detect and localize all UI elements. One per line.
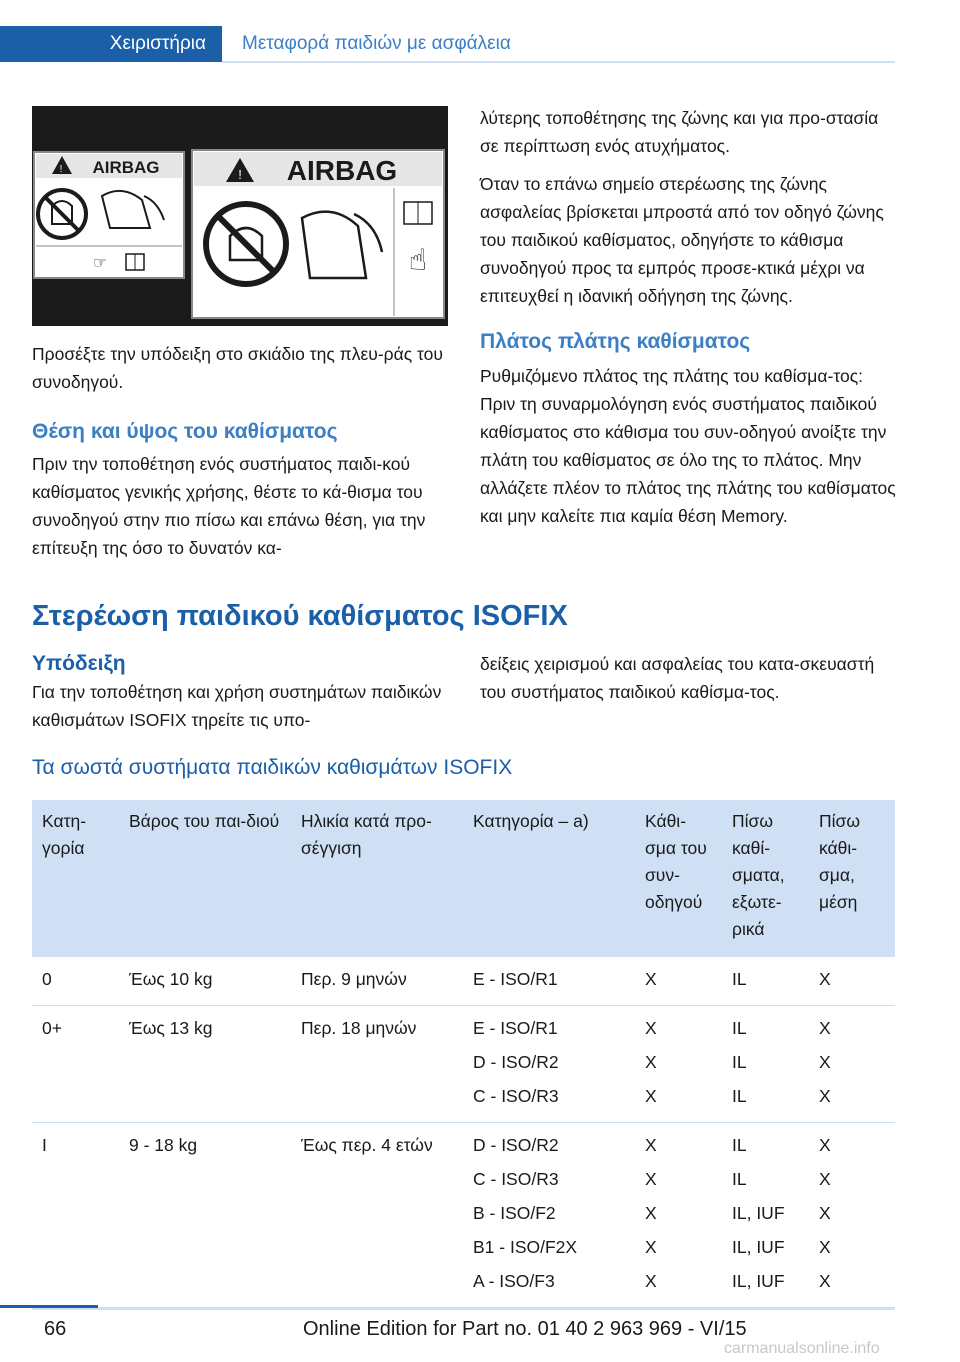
note-text-left: Για την τοποθέτηση και χρήση συστημάτων παιδικών καθισμάτων ISOFIX τηρείτε τις υπο- <box>32 682 442 730</box>
cell-weight: Έως 10 kg <box>119 957 291 1006</box>
header-rule <box>222 61 895 63</box>
cell-age: Περ. 18 μηνών <box>291 1006 463 1123</box>
page-header <box>0 0 960 62</box>
airbag-label-small: AIRBAG <box>92 158 160 177</box>
isofix-table-title: Τα σωστά συστήματα παιδικών καθισμάτων ISOFIX <box>32 756 513 779</box>
cell-passenger: X X X X X <box>635 1123 722 1309</box>
hand-pointer-icon: ☞ <box>92 253 108 272</box>
cell-class: E - ISO/R1 <box>463 957 635 1006</box>
cell-category: 0+ <box>32 1006 119 1123</box>
cell-middle: X X X X X <box>809 1123 895 1309</box>
col-header-rear-middle: Πίσω κάθι-σμα, μέση <box>809 800 895 957</box>
col-header-passenger-seat: Κάθι-σμα του συν-οδηγού <box>635 800 722 957</box>
belt-guide-text: Όταν το επάνω σημείο στερέωσης της ζώνης ασφαλείας βρίσκεται μπροστά από τον οδηγό ζώνης του παιδικού καθίσματος, οδηγήστε το κάθισμα συνοδηγού προς τα εμπρός προσε-κτικά μέχρι να επιτευχθεί η ιδανική οδήγηση της ζώνης. <box>480 174 884 306</box>
backrest-width-text: Ρυθμιζόμενο πλάτος της πλάτης του καθίσμα-τος: Πριν τη συναρμολόγηση ενός συστήματος παιδικού καθίσματος στο κάθισμα του συν-οδηγού ανοίξτε την πλάτη του καθίσματος σε όλο της το πλάτος. Μην αλλάζετε πλέον το πλάτος της πλάτης του καθίσματος και μην καλείτε πια καμία θέση Memory. <box>480 366 896 526</box>
backrest-width-heading: Πλάτος πλάτης καθίσματος <box>480 330 751 353</box>
left-column <box>32 340 452 562</box>
footer-rule <box>0 1305 98 1308</box>
isofix-note-left <box>32 650 452 734</box>
section-tab[interactable]: Χειριστήρια <box>0 26 222 62</box>
airbag-warning-figure <box>32 106 448 326</box>
col-header-rear-outer: Πίσω καθί-σματα, εξωτε-ρικά <box>722 800 809 957</box>
table-row <box>32 957 895 1006</box>
svg-text:!: ! <box>238 167 242 182</box>
cell-passenger: X X X <box>635 1006 722 1123</box>
belt-continued-text: λύτερης τοποθέτησης της ζώνης και για προ-στασία σε περίπτωση ενός ατυχήματος. <box>480 108 879 156</box>
edition-text: Online Edition for Part no. 01 40 2 963 969 - VI/15 <box>303 1318 747 1340</box>
isofix-table <box>32 800 895 1310</box>
cell-category: I <box>32 1123 119 1309</box>
svg-text:!: ! <box>59 164 63 175</box>
right-column <box>480 104 898 530</box>
col-header-age: Ηλικία κατά προ-σέγγιση <box>291 800 463 957</box>
cell-middle: X X X <box>809 1006 895 1123</box>
figure-caption: Προσέξτε την υπόδειξη στο σκιάδιο της πλευ-ράς του συνοδηγού. <box>32 344 443 392</box>
page-number: 66 <box>44 1318 67 1340</box>
cell-outer: IL <box>722 957 809 1006</box>
isofix-note-right <box>480 650 898 706</box>
chapter-tab[interactable]: Μεταφορά παιδιών με ασφάλεια <box>242 33 511 54</box>
isofix-section-title: Στερέωση παιδικού καθίσματος ISOFIX <box>32 600 568 632</box>
cell-class: E - ISO/R1 D - ISO/R2 C - ISO/R3 <box>463 1006 635 1123</box>
cell-weight: 9 - 18 kg <box>119 1123 291 1309</box>
col-header-weight: Βάρος του παι-διού <box>119 800 291 957</box>
cell-age: Έως περ. 4 ετών <box>291 1123 463 1309</box>
cell-outer: IL IL IL <box>722 1006 809 1123</box>
watermark-text: carmanualsonline.info <box>724 1340 880 1357</box>
cell-outer: IL IL IL, IUF IL, IUF IL, IUF <box>722 1123 809 1309</box>
cell-age: Περ. 9 μηνών <box>291 957 463 1006</box>
cell-class: D - ISO/R2 C - ISO/R3 B - ISO/F2 B1 - ISO/F2X A - ISO/F3 <box>463 1123 635 1309</box>
seat-position-heading: Θέση και ύψος του καθίσματος <box>32 420 338 443</box>
table-row <box>32 1006 895 1123</box>
note-heading: Υπόδειξη <box>32 652 126 675</box>
cell-weight: Έως 13 kg <box>119 1006 291 1123</box>
table-row <box>32 1123 895 1309</box>
airbag-label-large: AIRBAG <box>286 155 398 186</box>
cell-passenger: X <box>635 957 722 1006</box>
hand-finger-icon: ☝ <box>408 243 428 278</box>
note-text-right: δείξεις χειρισμού και ασφαλείας του κατα-σκευαστή του συστήματος παιδικού καθίσμα-τος. <box>480 654 875 702</box>
seat-position-text: Πριν την τοποθέτηση ενός συστήματος παιδι-κού καθίσματος γενικής χρήσης, θέστε το κά-θισμα του συνοδηγού στην πιο πίσω και επάνω θέση, για την επίτευξη της όσο το δυνατόν κα- <box>32 454 426 558</box>
airbag-label-illustration <box>32 106 448 326</box>
cell-category: 0 <box>32 957 119 1006</box>
col-header-class: Κατηγορία – a) <box>463 800 635 957</box>
table-header-row <box>32 800 895 957</box>
cell-middle: X <box>809 957 895 1006</box>
col-header-category: Κατη-γορία <box>32 800 119 957</box>
